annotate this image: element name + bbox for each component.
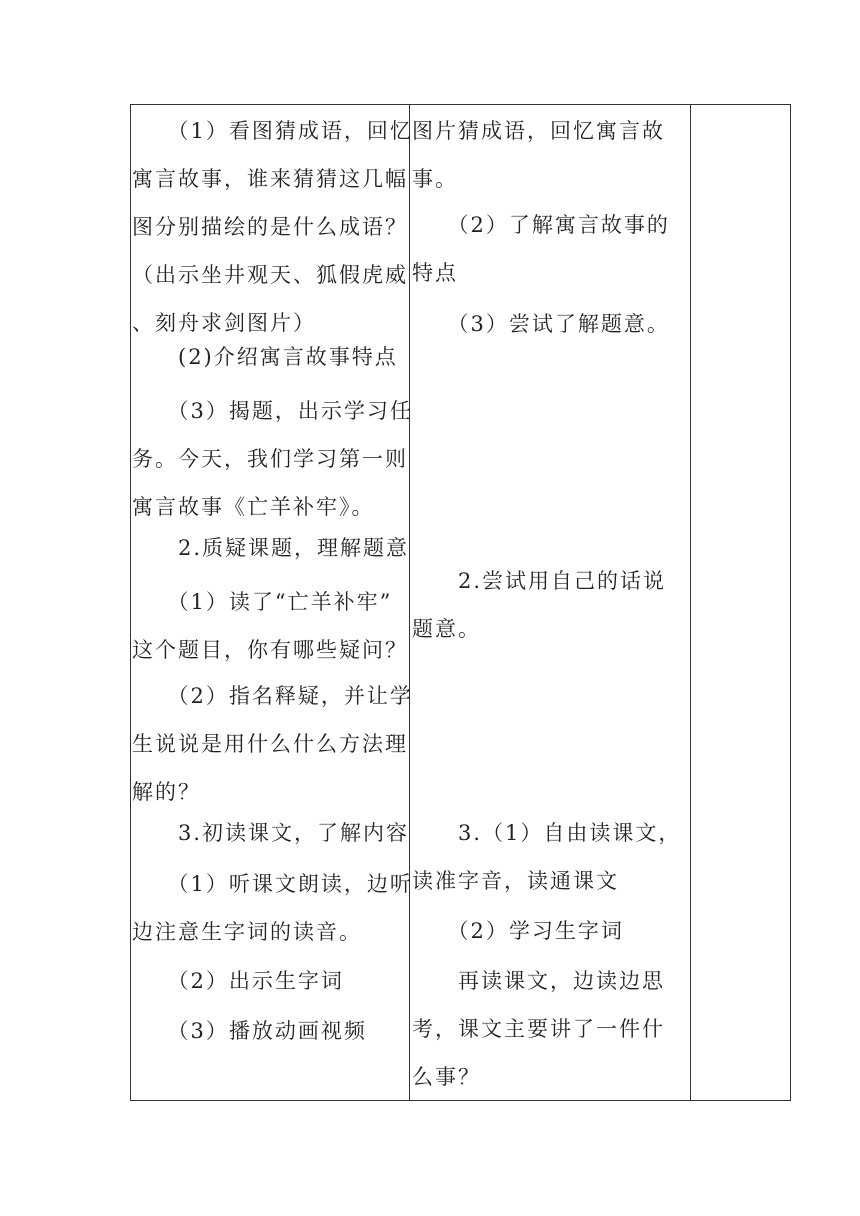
text-line: 图分别描绘的是什么成语？ (132, 215, 408, 239)
text-line: （出示坐井观天、狐假虎威 (132, 263, 408, 287)
text-line: 生说说是用什么什么方法理 (132, 732, 408, 756)
paragraph (410, 300, 690, 348)
text-line: 事。 (412, 167, 458, 191)
text-line: 3.初读课文，了解内容 (132, 821, 410, 845)
text-line: （2）指名释疑，并让学 (132, 684, 413, 708)
text-line: 考，课文主要讲了一件什 (412, 1017, 665, 1041)
text-line: 图片猜成语，回忆寓言故 (412, 119, 665, 143)
text-line: 边注意生字词的读音。 (132, 920, 362, 944)
student-activity-column (410, 105, 691, 1100)
text-line: （3）播放动画视频 (132, 1019, 367, 1043)
text-line: 务。今天，我们学习第一则 (132, 447, 408, 471)
text-line: 这个题目，你有哪些疑问？ (132, 638, 408, 662)
text-line: 么事？ (412, 1065, 481, 1089)
text-line: 特点 (412, 261, 458, 285)
text-line: （3）揭题，出示学习任 (132, 399, 413, 423)
section-heading (131, 524, 409, 572)
teacher-activity-column (131, 105, 413, 1100)
paragraph (410, 907, 690, 955)
paragraph (410, 107, 690, 203)
paragraph (131, 578, 409, 674)
section-heading (131, 809, 409, 857)
notes-column (691, 105, 792, 1100)
text-line: 题意。 (412, 617, 481, 641)
paragraph (131, 1007, 409, 1055)
text-line: 2.尝试用自己的话说 (412, 569, 667, 593)
text-line: 读准字音，读通课文 (412, 869, 619, 893)
paragraph (131, 957, 409, 1005)
paragraph (131, 333, 409, 381)
text-line: （1）听课文朗读，边听 (132, 872, 413, 896)
paragraph (131, 860, 413, 956)
text-line: 寓言故事，谁来猜猜这几幅 (132, 167, 408, 191)
paragraph (410, 201, 690, 297)
text-line: 3.（1）自由读课文， (412, 821, 682, 845)
text-line: 、刻舟求剑图片） (132, 311, 316, 335)
paragraph (131, 672, 413, 816)
text-line: （2）了解寓言故事的 (412, 213, 670, 237)
text-line: 解的？ (132, 780, 201, 804)
text-line: （1）读了“亡羊补牢” (132, 590, 393, 614)
paragraph (410, 809, 690, 905)
text-line: （1）看图猜成语，回忆 (132, 119, 413, 143)
text-line: （2）出示生字词 (132, 969, 344, 993)
paragraph (131, 107, 413, 347)
text-line: 寓言故事《亡羊补牢》。 (132, 495, 375, 519)
paragraph (410, 957, 690, 1101)
paragraph (410, 557, 690, 653)
text-line: 2.质疑课题，理解题意 (132, 536, 410, 560)
text-line: (2)介绍寓言故事特点 (132, 345, 398, 369)
text-line: （2）学习生字词 (412, 919, 624, 943)
lesson-table (130, 104, 791, 1101)
text-line: 再读课文，边读边思 (412, 969, 665, 993)
text-line: （3）尝试了解题意。 (412, 312, 670, 336)
paragraph (131, 387, 413, 531)
